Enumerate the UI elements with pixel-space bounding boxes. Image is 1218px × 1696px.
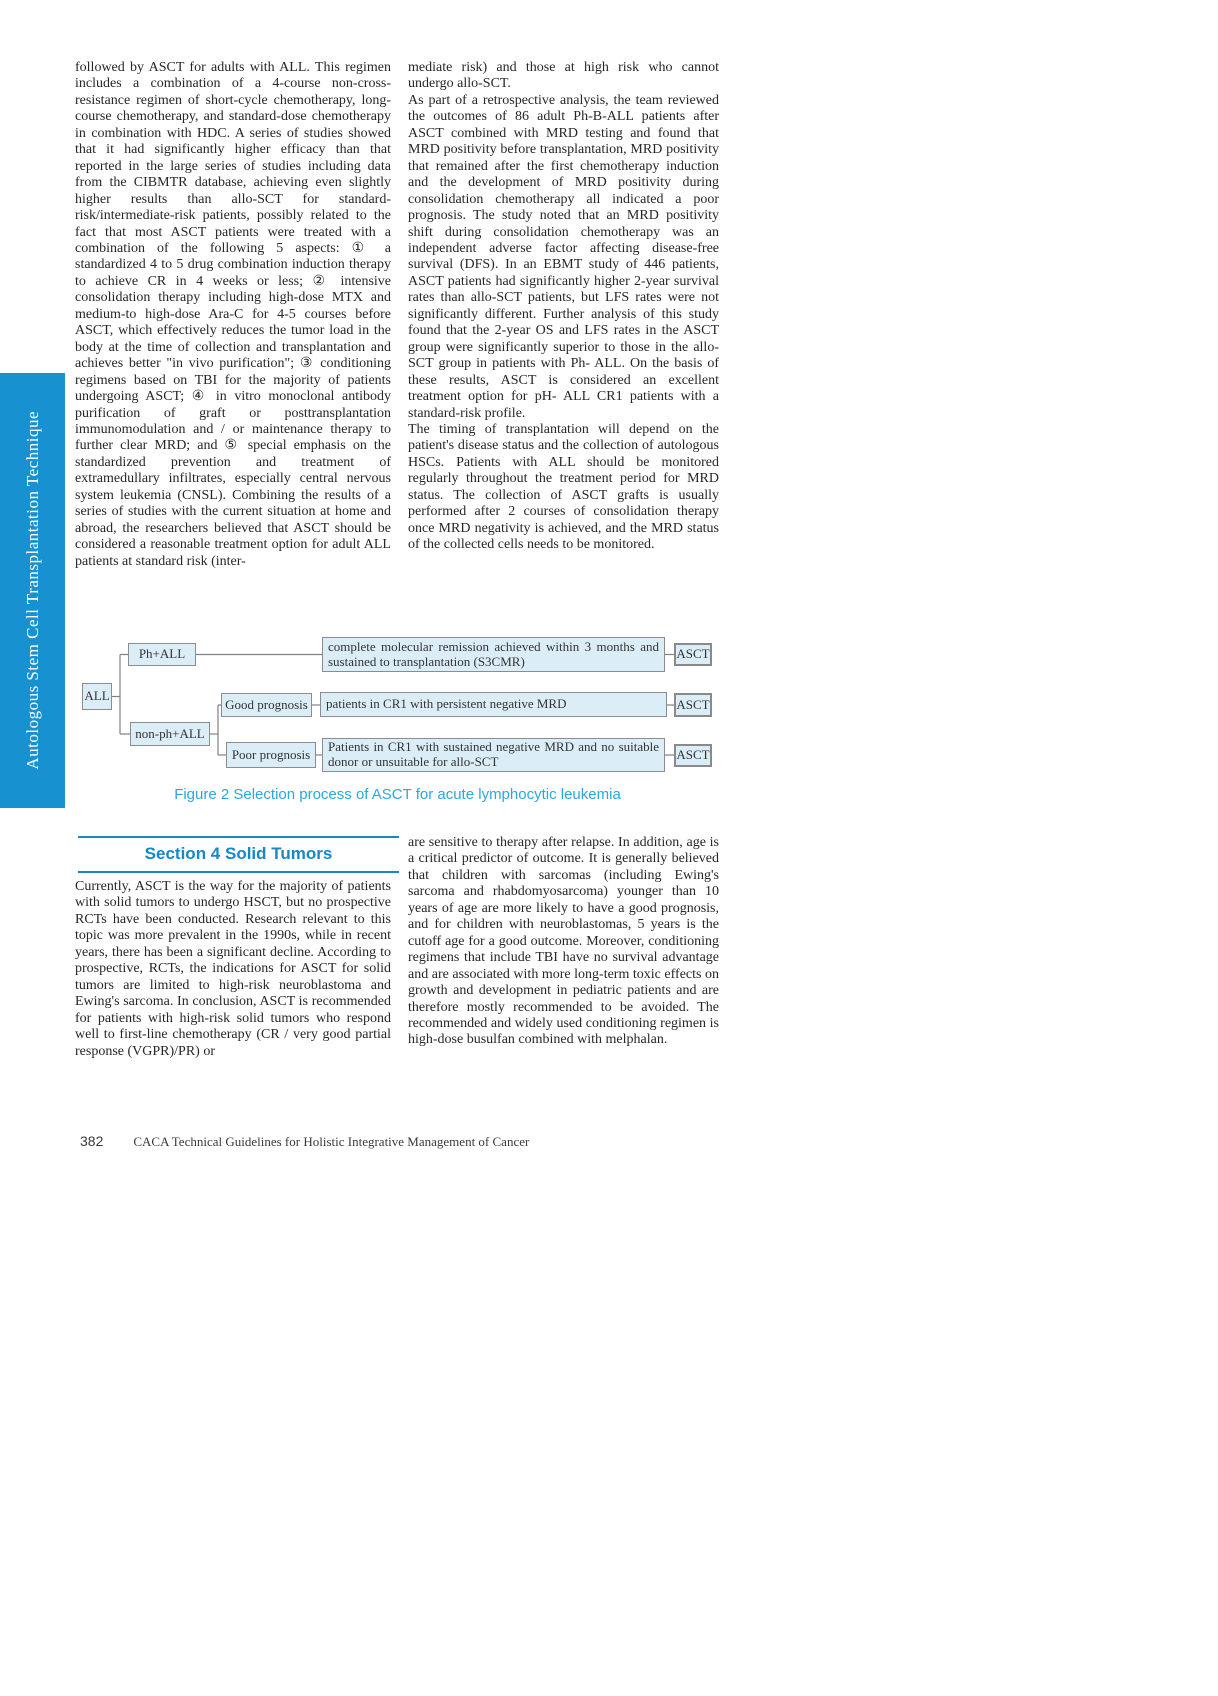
node-asct-2: ASCT — [674, 693, 712, 717]
left-column-section4 — [75, 879, 391, 1060]
paragraph: As part of a retrospective analysis, the team reviewed the outcomes of 86 adult Ph-B-ALL patients after ASCT combined with MRD testing and found that MRD positivity before transplantation, MRD positivity that remained after the first chemotherapy induction and the development of MRD positivity during consolidation chemotherapy all indicated a poor prognosis. The study noted that an MRD positivity shift during consolidation chemotherapy was an independent adverse factor affecting disease-free survival (DFS). In an EBMT study of 446 patients, ASCT patients had significantly higher 2-year survival rates than allo-SCT patients, but LFS rates were not significantly different. Further analysis of this study found that the 2-year OS and LFS rates in the ASCT group were significantly superior to those in the allo-SCT group in patients with Ph- ALL. On the basis of these results, ASCT is considered an excellent treatment option for pH- ALL CR1 patients with a standard-risk profile. — [408, 92, 719, 421]
chapter-sidebar-label: Autologous Stem Cell Transplantation Technique — [22, 411, 42, 770]
chapter-sidebar — [0, 373, 65, 808]
figure2-flowchart — [75, 630, 720, 780]
paragraph: followed by ASCT for adults with ALL. This regimen includes a combination of a 4-course non-cross-resistance regimen of short-cycle chemotherapy, long-course chemotherapy, and standard-dose chemotherapy in combination with HDC. A series of studies showed that it had significantly higher efficacy than that reported in the large series of studies including data from the CIBMTR database, achieving even slightly higher results than allo-SCT for standard-risk/intermediate-risk patients, possibly related to the fact that most ASCT patients were treated with a combination of the following 5 aspects: ① a standardized 4 to 5 drug combination induction therapy to achieve CR in 4 weeks or less; ② intensive consolidation therapy including high-dose MTX and medium-to high-dose Ara-C for 4-5 courses before ASCT, which effectively reduces the tumor load in the body at the time of collection and transplantation and achieves better "in vivo purification"; ③ conditioning regimens based on TBI for the majority of patients undergoing ASCT; ④ in vitro monoclonal antibody purification of graft or posttransplantation immunomodulation and / or maintenance therapy to further clear MRD; and ⑤ special emphasis on the standardized prevention and treatment of extramedullary infiltrates, especially central nervous system leukemia (CNSL). Combining the results of a series of studies with the current situation at home and abroad, the researchers believed that ASCT should be considered a reasonable treatment option for adult ALL patients at standard risk (inter- — [75, 60, 391, 569]
node-ph-all: Ph+ALL — [128, 643, 196, 666]
running-title: CACA Technical Guidelines for Holistic Integrative Management of Cancer — [133, 1134, 530, 1149]
node-good-prognosis: Good prognosis — [221, 693, 312, 717]
node-criteria-poor: Patients in CR1 with sustained negative MRD and no suitable donor or unsuitable for allo-SCT — [322, 738, 665, 772]
node-criteria-good: patients in CR1 with persistent negative MRD — [320, 692, 667, 717]
node-criteria-ph: complete molecular remission achieved within 3 months and sustained to transplantation (S3CMR) — [322, 637, 665, 672]
paragraph: are sensitive to therapy after relapse. In addition, age is a critical predictor of outcome. It is generally believed that children with sarcomas (including Ewing's sarcoma and rhabdomyosarcoma) younger than 10 years of age are more likely to have a good prognosis, and for children with neuroblastomas, 5 years is the cutoff age for a good outcome. Moreover, conditioning regimens that include TBI have no survival advantage and are associated with more long-term toxic effects on growth and development in pediatric patients and are therefore mostly recommended to be avoided. The recommended and widely used conditioning regimen is high-dose busulfan combined with melphalan. — [408, 835, 719, 1048]
right-column-top — [408, 60, 719, 554]
figure2-caption: Figure 2 Selection process of ASCT for acute lymphocytic leukemia — [174, 786, 621, 803]
node-asct-3: ASCT — [674, 744, 712, 767]
section4-heading: Section 4 Solid Tumors — [78, 836, 399, 873]
paragraph: mediate risk) and those at high risk who cannot undergo allo-SCT. — [408, 60, 719, 92]
right-column-section4 — [408, 835, 719, 1049]
left-column-top — [75, 60, 391, 570]
page-number: 382 — [80, 1133, 104, 1149]
node-non-ph-all: non-ph+ALL — [130, 722, 210, 746]
node-asct-1: ASCT — [674, 643, 712, 666]
page-footer — [80, 1133, 529, 1150]
paragraph: The timing of transplantation will depend on the patient's disease status and the collection of autologous HSCs. Patients with ALL should be monitored regularly throughout the treatment period for MRD status. The collection of ASCT grafts is usually performed after 2 courses of consolidation therapy once MRD negativity is achieved, and the MRD status of the collected cells needs to be monitored. — [408, 421, 719, 553]
paragraph: Currently, ASCT is the way for the majority of patients with solid tumors to undergo HSCT, but no prospective RCTs have been conducted. Research relevant to this topic was more prevalent in the 1990s, while in recent years, there has been a significant decline. According to prospective, RCTs, the indications for ASCT for solid tumors are limited to high-risk neuroblastoma and Ewing's sarcoma. In conclusion, ASCT is recommended for patients with high-risk solid tumors who respond well to first-line chemotherapy (CR / very good partial response (VGPR)/PR) or — [75, 879, 391, 1059]
node-all: ALL — [82, 683, 112, 710]
node-poor-prognosis: Poor prognosis — [226, 742, 316, 768]
